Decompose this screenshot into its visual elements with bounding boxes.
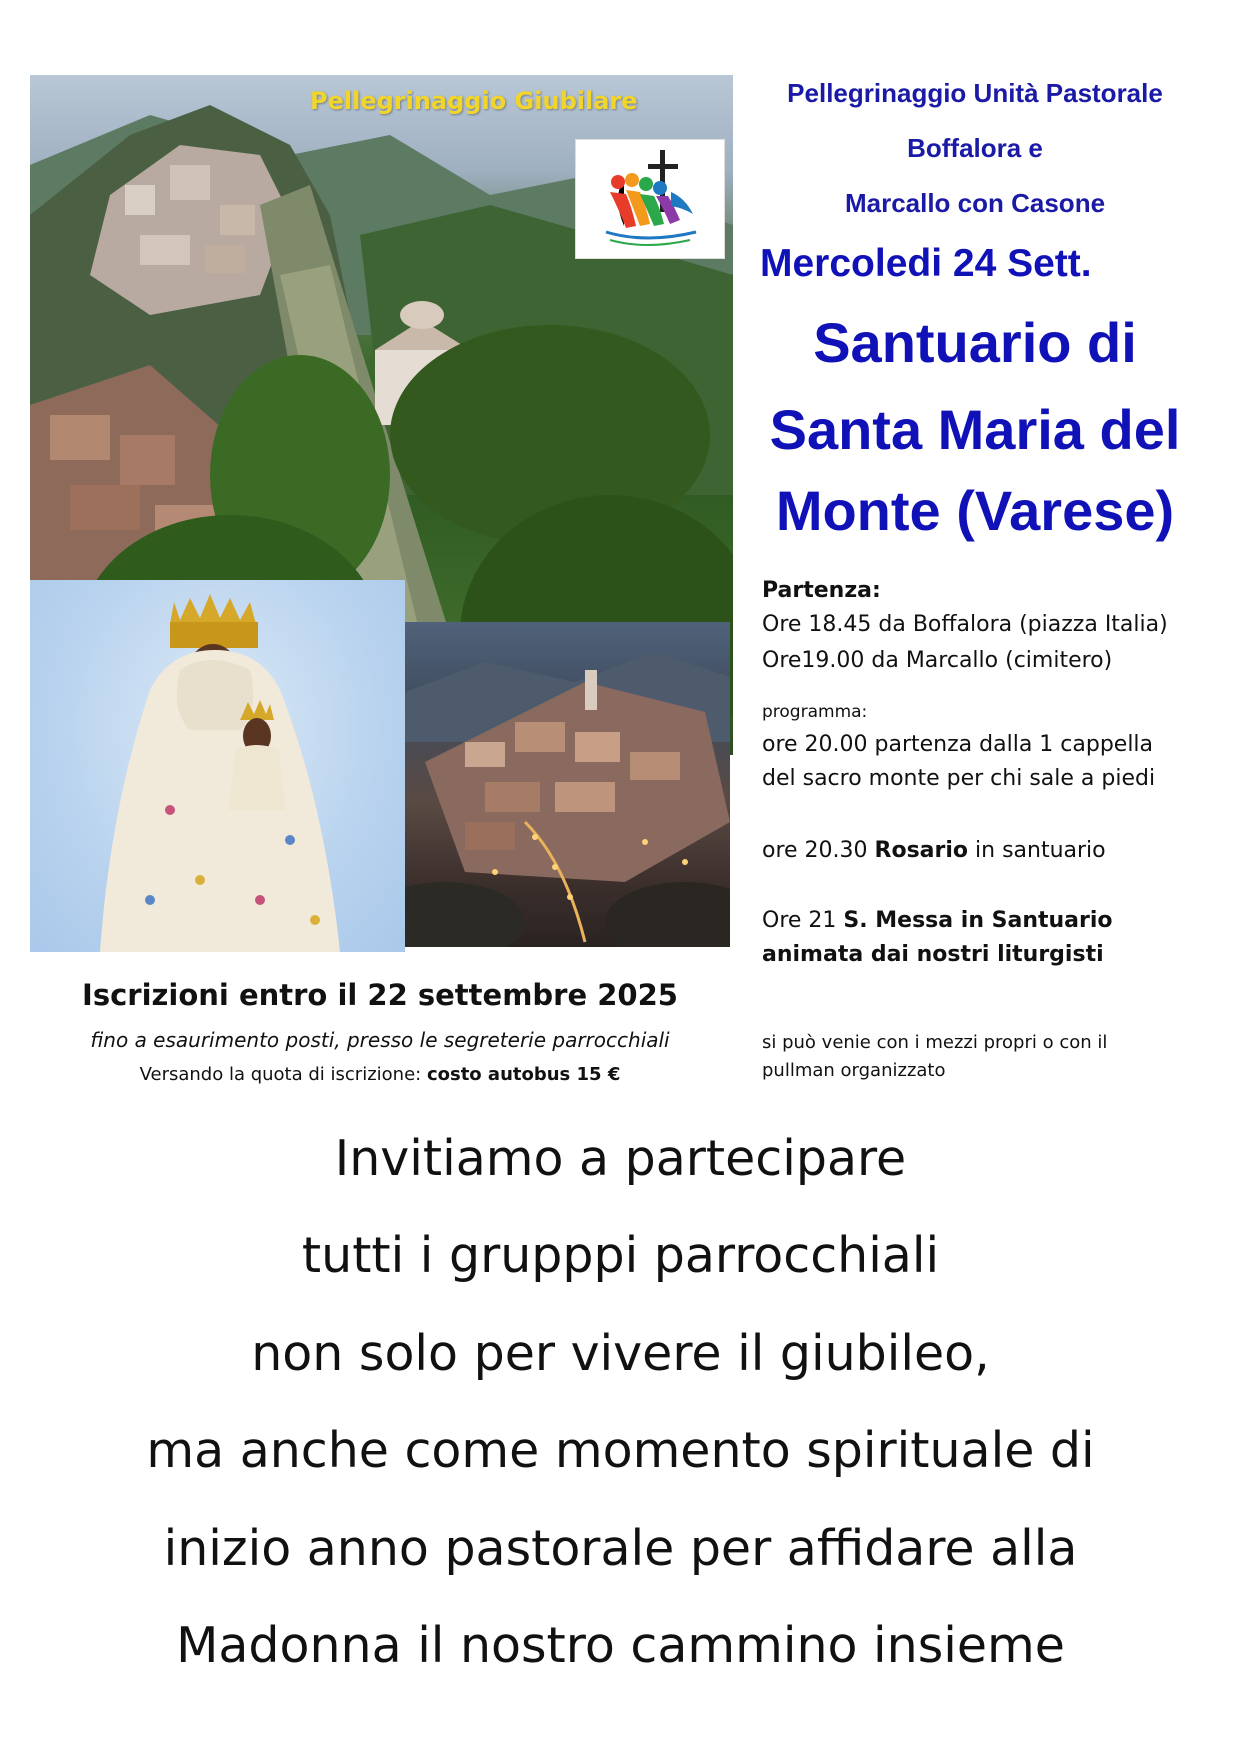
transport-note-line-2: pullman organizzato <box>762 1060 946 1081</box>
program-mass-note: animata dai nostri liturgisti <box>762 942 1104 967</box>
invitation-line-5: inizio anno pastorale per affidare alla <box>163 1520 1078 1577</box>
title-line-1: Santuario di <box>813 311 1137 374</box>
program-walk-line-2: del sacro monte per chi sale a piedi <box>762 766 1156 791</box>
rosary-place: in santuario <box>968 838 1106 863</box>
jubilee-logo <box>575 139 725 259</box>
organizer-line-1: Pellegrinaggio Unità Pastorale <box>787 78 1163 108</box>
mass-time: Ore 21 <box>762 908 844 933</box>
village-illustration <box>405 622 730 947</box>
invitation-line-6: Madonna il nostro cammino insieme <box>176 1617 1065 1674</box>
title-line-2: Santa Maria del <box>769 398 1181 461</box>
program-rosary <box>762 838 1232 863</box>
jubilee-logo-graphic <box>576 140 724 258</box>
transport-note-line-1: si può venie con i mezzi propri o con il <box>762 1032 1108 1053</box>
madonna-statue-photo <box>30 580 405 952</box>
rosary-time: ore 20.30 <box>762 838 875 863</box>
invitation-line-1: Invitiamo a partecipare <box>334 1130 907 1187</box>
registration-fee <box>30 1064 730 1085</box>
invitation-line-3: non solo per vivere il giubileo, <box>251 1325 990 1382</box>
registration-deadline: Iscrizioni entro il 22 settembre 2025 <box>82 978 678 1012</box>
invitation-line-2: tutti i grupppi parrocchiali <box>301 1227 940 1284</box>
departure-boffalora: Ore 18.45 da Boffalora (piazza Italia) <box>762 612 1168 637</box>
village-dusk-photo <box>405 622 730 947</box>
departure-label: Partenza: <box>762 578 881 603</box>
invitation-line-4: ma anche come momento spirituale di <box>146 1422 1095 1479</box>
fee-label: Versando la quota di iscrizione: <box>139 1064 427 1085</box>
organizer-line-3: Marcallo con Casone <box>844 188 1106 218</box>
rosary-label: Rosario <box>874 838 969 863</box>
program-label: programma: <box>762 702 868 722</box>
banner-text: Pellegrinaggio Giubilare <box>310 87 638 115</box>
departure-marcallo: Ore19.00 da Marcallo (cimitero) <box>762 648 1113 673</box>
fee-amount: costo autobus 15 € <box>426 1064 621 1085</box>
program-walk-line-1: ore 20.00 partenza dalla 1 cappella <box>762 732 1154 757</box>
program-mass <box>762 908 1232 933</box>
mass-label: S. Messa in Santuario <box>843 908 1113 933</box>
organizer-line-2: Boffalora e <box>907 133 1043 163</box>
madonna-illustration <box>30 580 405 952</box>
title-line-3: Monte (Varese) <box>775 479 1175 542</box>
event-date: Mercoledi 24 Sett. <box>760 242 1092 285</box>
registration-where: fino a esaurimento posti, presso le segreterie parrocchiali <box>90 1028 670 1052</box>
